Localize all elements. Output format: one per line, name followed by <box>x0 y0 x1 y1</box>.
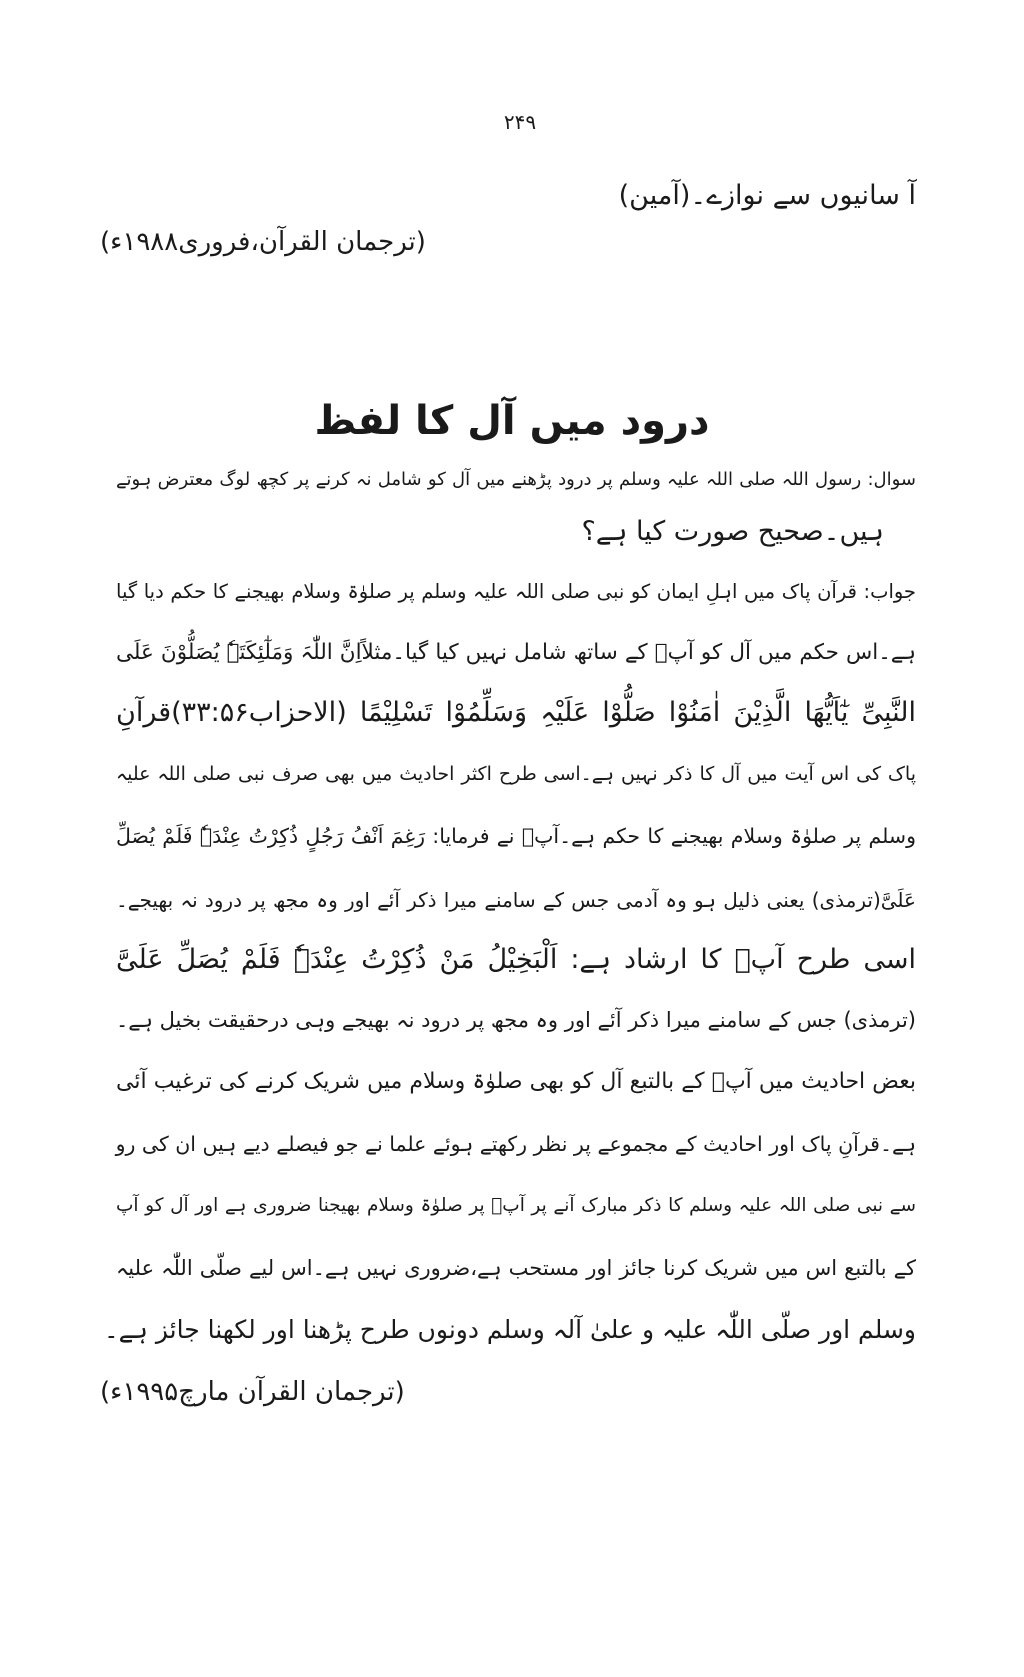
answer-line-11: سے نبی صلی اللہ علیہ وسلم کا ذکر مبارک آنے پر آپؐ پر صلوٰۃ وسلام بھیجنا ضروری ہے اور آل کو آپ <box>116 1195 916 1216</box>
answer-line-12: کے بالتبع اس میں شریک کرنا جائز اور مستحب ہے،ضروری نہیں ہے۔اس لیے صلّی اللّٰہ علیہ <box>116 1256 916 1280</box>
question-line-1: سوال: رسول اللہ صلی اللہ علیہ وسلم پر درود پڑھنے میں آل کو شامل نہ کرنے پر کچھ لوگ معترض ہوتے <box>116 469 916 490</box>
answer-line-10: ہے۔قرآنِ پاک اور احادیث کے مجموعے پر نظر رکھتے ہوئے علما نے جو فیصلے دیے ہیں ان کی رو <box>115 1132 916 1156</box>
answer-line-4: پاک کی اس آیت میں آل کا ذکر نہیں ہے۔اسی طرح اکثر احادیث میں بھی صرف نبی صلی اللہ علیہ <box>116 763 916 785</box>
answer-line-6: عَلَیَّ(ترمذی) یعنی ذلیل ہو وہ آدمی جس کے سامنے میرا ذکر آئے اور وہ مجھ پر درود نہ بھیجے۔ <box>116 888 916 912</box>
answer-line-7: اسی طرح آپؐ کا ارشاد ہے: اَلْبَخِیْلُ مَنْ ذُکِرْتُ عِنْدَہٗ فَلَمْ یُصَلِّ عَلَیَّ <box>116 944 916 975</box>
answer-line-8: (ترمذی) جس کے سامنے میرا ذکر آئے اور وہ مجھ پر درود نہ بھیجے وہی درحقیقت بخیل ہے۔ <box>116 1008 916 1032</box>
answer-line-3: النَّبِیِّ یٰٓاَیُّھَا الَّذِیْنَ اٰمَنُوْا صَلُّوْا عَلَیْہِ وَسَلِّمُوْا تَسْلِیْمًا (الاحزاب۳۳:۵۶)قرآنِ <box>116 697 916 728</box>
section-heading: درود میں آل کا لفظ <box>314 398 710 444</box>
answer-line-1: جواب: قرآن پاک میں اہلِ ایمان کو نبی صلی اللہ علیہ وسلم پر صلوٰۃ وسلام بھیجنے کا حکم دیا گیا <box>116 580 916 603</box>
answer-line-9: بعض احادیث میں آپؐ کے بالتبع آل کو بھی صلوٰۃ وسلام میں شریک کرنے کی ترغیب آئی <box>116 1069 916 1094</box>
top-source-citation: (ترجمان القرآن،فروری۱۹۸۸ء) <box>100 227 426 257</box>
page-number: ۲۴۹ <box>503 110 537 134</box>
closing-line: آ سانیوں سے نوازے۔(آمین) <box>618 180 916 211</box>
bottom-source-citation: (ترجمان القرآن مارچ۱۹۹۵ء) <box>100 1377 405 1407</box>
answer-line-5: وسلم پر صلوٰۃ وسلام بھیجنے کا حکم ہے۔آپؐ نے فرمایا: رَغِمَ اَنْفُ رَجُلٍ ذُکِرْتُ عِنْدَہٗ فَلَمْ یُصَلِّ <box>116 824 916 848</box>
answer-line-13: وسلم اور صلّی اللّٰہ علیہ و علیٰ آلہ وسلم دونوں طرح پڑھنا اور لکھنا جائز ہے۔ <box>103 1315 916 1344</box>
answer-line-2: ہے۔اس حکم میں آل کو آپؐ کے ساتھ شامل نہیں کیا گیا۔مثلاًاِنَّ اللّٰہَ وَمَلٰٓئِکَتَہٗ یُصَلُّوْنَ عَلَی <box>116 640 916 665</box>
question-line-2: ہیں۔صحیح صورت کیا ہے؟ <box>581 516 884 547</box>
